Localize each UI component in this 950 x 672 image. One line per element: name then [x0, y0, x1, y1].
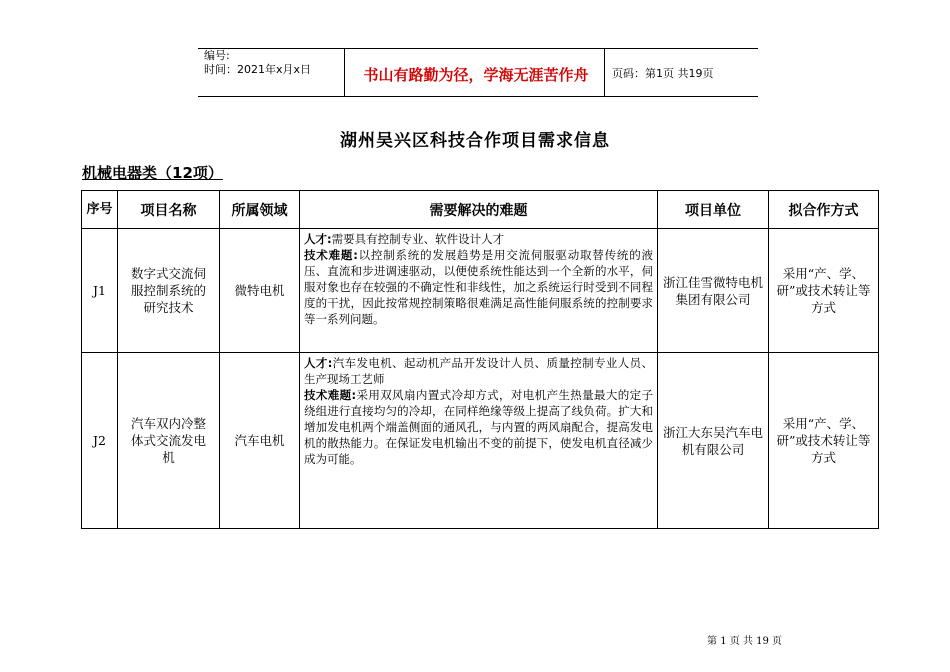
row-mode: 采用“产、学、研”或技术转让等方式	[769, 229, 879, 353]
header-divider-right	[604, 49, 605, 96]
table-row	[82, 353, 879, 529]
page-footer: 第 1 页 共 19 页	[707, 636, 782, 647]
row-problem	[300, 353, 658, 529]
tech-text: 采用双风扇内置式冷却方式，对电机产生热量最大的定子绕组进行直接均匀的冷却，在同样绝缘等级上提高了线负荷。扩大和增加发电机两个端盖侧面的通风孔，与内置的两风扇配合，提高发电机的散热能力。在保证发电机输出不变的前提下，使发电机直径减少成为可能。	[304, 388, 653, 466]
requirements-table	[81, 190, 879, 529]
talent-text: 汽车发电机、起动机产品开发设计人员、质量控制专业人员、生产现场工艺师	[304, 356, 653, 386]
talent-label: 人才:	[304, 356, 333, 370]
section-heading: 机械电器类（12项）	[82, 164, 223, 182]
col-header-field: 所属领域	[220, 191, 300, 229]
header-divider-left	[344, 49, 345, 96]
col-header-seq: 序号	[82, 191, 118, 229]
document-time-label: 时间：2021年x月x日	[204, 63, 312, 76]
table-header-row	[82, 191, 879, 229]
header-motto: 书山有路勤为径，学海无涯苦作舟	[363, 66, 589, 84]
tech-text: 以控制系统的发展趋势是用交流伺服驱动取替传统的液压、直流和步进调速驱动，以便使系统性能达到一个全新的水平，伺服对象也存在较强的不确定性和非线性，加之系统运行时受到不同程度的干扰，因此按常规控制策略很难满足高性能伺服系统的控制要求等一系列问题。	[304, 248, 654, 326]
row-seq: J1	[82, 229, 118, 353]
col-header-mode: 拟合作方式	[769, 191, 879, 229]
tech-label: 技术难题:	[304, 388, 357, 402]
row-project-name: 汽车双内冷整体式交流发电机	[118, 353, 220, 529]
col-header-problem: 需要解决的难题	[300, 191, 658, 229]
talent-label: 人才:	[304, 232, 332, 246]
row-field: 微特电机	[220, 229, 300, 353]
col-header-name: 项目名称	[118, 191, 220, 229]
row-seq: J2	[82, 353, 118, 529]
table-row	[82, 229, 879, 353]
document-number-label: 编号:	[204, 49, 230, 62]
row-project-name: 数字式交流伺服控制系统的研究技术	[118, 229, 220, 353]
page-title: 湖州吴兴区科技合作项目需求信息	[340, 131, 610, 151]
tech-label: 技术难题:	[304, 248, 358, 262]
header-page-label: 页码：第1页 共19页	[612, 67, 714, 80]
header-bottom-rule	[198, 96, 758, 97]
talent-text: 需要具有控制专业、软件设计人才	[331, 232, 505, 246]
row-mode: 采用“产、学、研”或技术转让等方式	[769, 353, 879, 529]
row-problem	[300, 229, 658, 353]
row-field: 汽车电机	[220, 353, 300, 529]
row-unit: 浙江佳雪微特电机集团有限公司	[658, 229, 769, 353]
header-top-rule	[198, 48, 758, 49]
row-unit: 浙江大东吴汽车电机有限公司	[658, 353, 769, 529]
col-header-unit: 项目单位	[658, 191, 769, 229]
